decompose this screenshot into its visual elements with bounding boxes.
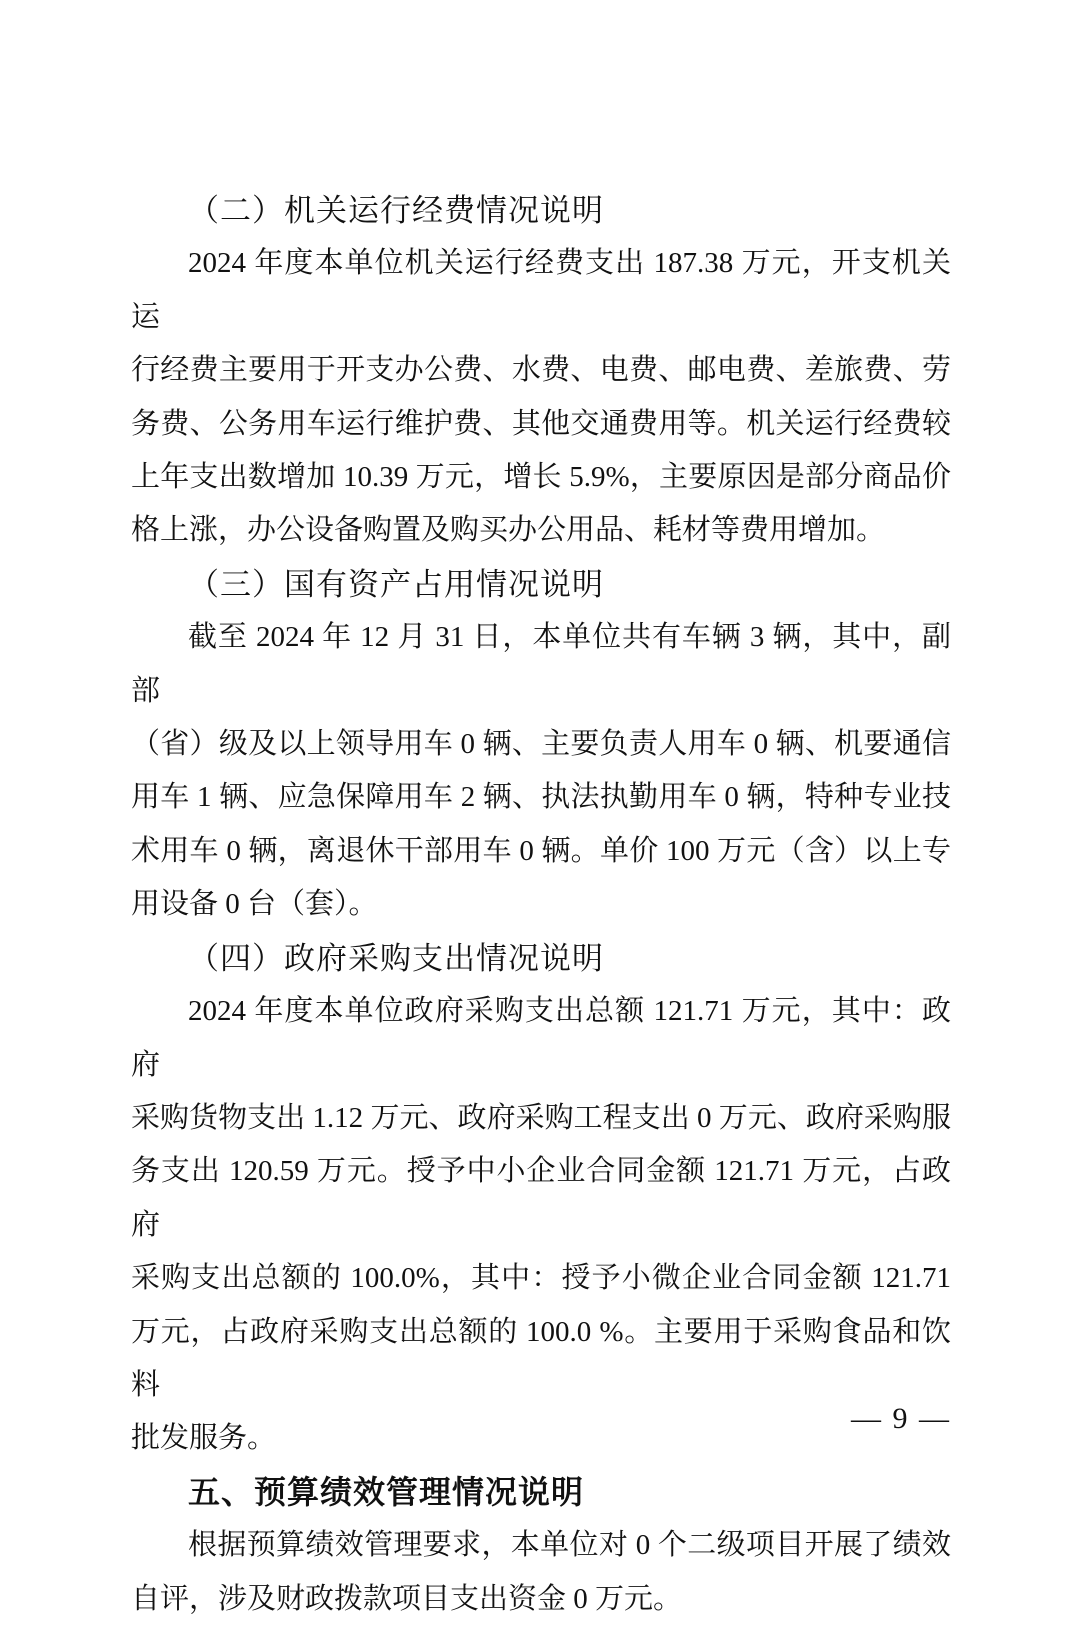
heading-agency-operating-expenses: （二）机关运行经费情况说明 [188,193,604,228]
text-line: 自评，涉及财政拨款项目支出资金 0 万元。 [131,1582,683,1615]
text-line: 采购货物支出 1.12 万元、政府采购工程支出 0 万元、政府采购服 [131,1101,951,1134]
text-line: 务支出 120.59 万元。授予中小企业合同金额 121.71 万元，占政府 [131,1155,951,1241]
text-line: 格上涨，办公设备购置及购买办公用品、耗材等费用增加。 [131,514,886,547]
heading-gov-procurement-expenditure: （四）政府采购支出情况说明 [188,940,604,976]
text-line: 务费、公务用车运行维护费、其他交通费用等。机关运行经费较 [131,407,951,440]
page-number: — 9 — [851,1402,951,1435]
text-line: 行经费主要用于开支办公费、水费、电费、邮电费、差旅费、劳 [131,354,951,387]
text-line: 万元，占政府采购支出总额的 100.0 %。主要用于采购食品和饮料 [131,1315,951,1401]
text-line: 2024 年度本单位政府采购支出总额 121.71 万元，其中：政府 [131,995,951,1081]
text-line: 2024 年度本单位机关运行经费支出 187.38 万元，开支机关运 [131,247,951,333]
heading-state-assets-occupancy: （三）国有资产占用情况说明 [188,566,604,602]
text-line: 批发服务。 [131,1422,277,1455]
text-line: （省）级及以上领导用车 0 辆、主要负责人用车 0 辆、机要通信 [131,728,951,761]
text-line: 根据预算绩效管理要求，本单位对 0 个二级项目开展了绩效 [188,1529,951,1562]
text-line: 采购支出总额的 100.0%，其中：授予小微企业合同金额 121.71 [131,1262,951,1295]
text-line: 用车 1 辆、应急保障用车 2 辆、执法执勤用车 0 辆，特种专业技 [131,781,951,814]
heading-budget-performance-management: 五、预算绩效管理情况说明 [188,1473,585,1510]
text-line: 上年支出数增加 10.39 万元，增长 5.9%，主要原因是部分商品价 [131,461,951,494]
text-line: 术用车 0 辆，离退休干部用车 0 辆。单价 100 万元（含）以上专 [131,834,951,867]
text-line: 用设备 0 台（套）。 [131,888,378,921]
text-line: 截至 2024 年 12 月 31 日，本单位共有车辆 3 辆，其中，副部 [131,621,951,707]
